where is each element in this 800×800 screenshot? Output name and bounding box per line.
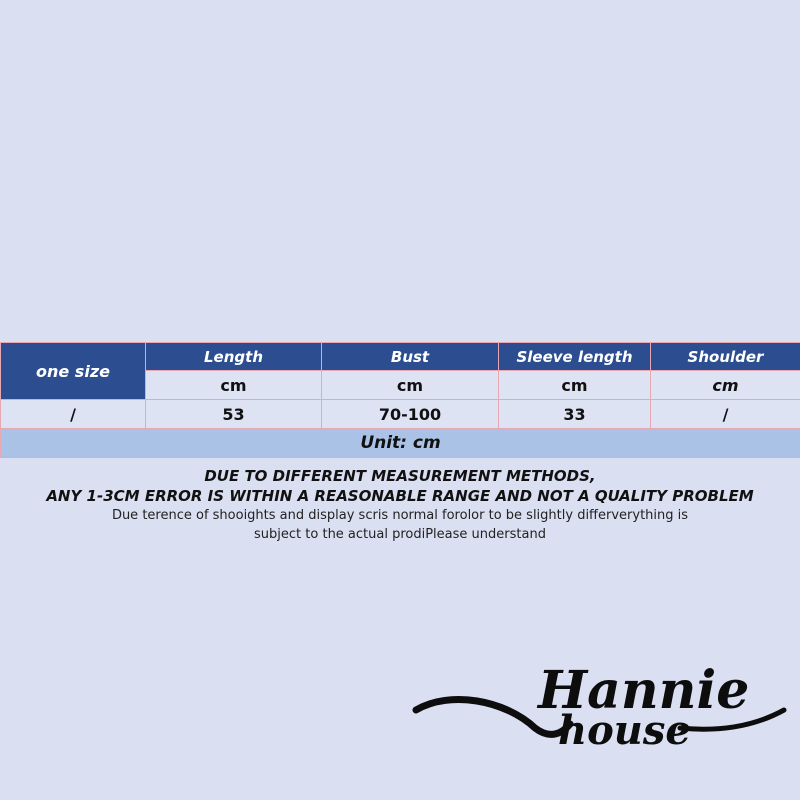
unit-shoulder: cm — [651, 371, 800, 400]
value-sleeve-length: 33 — [499, 400, 651, 429]
notice-note-2: subject to the actual prodiPlease understand — [254, 527, 546, 542]
column-header-bust: Bust — [322, 343, 499, 371]
column-header-sleeve-length: Sleeve length — [499, 343, 651, 371]
value-shoulder: / — [651, 400, 800, 429]
size-value: / — [1, 400, 146, 429]
size-label: one size — [36, 361, 110, 381]
size-table — [0, 342, 800, 458]
logo-word-1: Hannie — [538, 660, 750, 721]
header-row — [1, 343, 800, 371]
measurement-notice — [0, 466, 800, 544]
column-header-shoulder: Shoulder — [651, 343, 800, 371]
value-length: 53 — [146, 400, 322, 429]
notice-headline-1: DUE TO DIFFERENT MEASUREMENT METHODS, — [204, 467, 596, 485]
notice-headline-2: ANY 1-3CM ERROR IS WITHIN A REASONABLE RANGE AND NOT A QUALITY PROBLEM — [46, 487, 754, 505]
column-header-length: Length — [146, 343, 322, 371]
unit-note: Unit: cm — [1, 429, 800, 458]
unit-length: cm — [146, 371, 322, 400]
size-label-cell — [1, 343, 146, 400]
unit-note-row — [1, 429, 800, 458]
value-bust: 70-100 — [322, 400, 499, 429]
value-row — [1, 400, 800, 429]
logo-word-2: house — [558, 707, 691, 754]
unit-sleeve-length: cm — [499, 371, 651, 400]
unit-bust: cm — [322, 371, 499, 400]
brand-logo — [410, 640, 790, 760]
notice-note-1: Due terence of shooights and display scris normal forolor to be slightly differverything is — [111, 508, 689, 523]
